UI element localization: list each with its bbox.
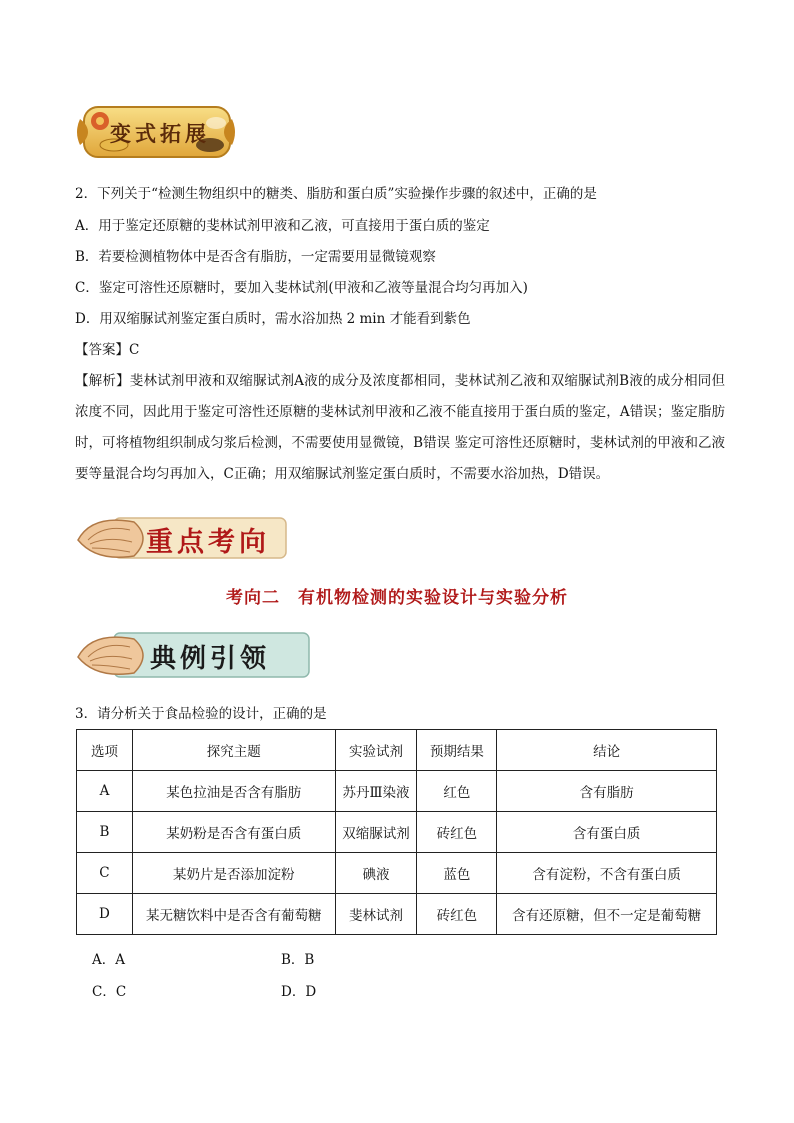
table-cell: 某无糖饮料中是否含有葡萄糖 (132, 894, 335, 935)
q3-choice-c: C．C (92, 984, 127, 1000)
food-test-table (76, 729, 717, 935)
table-cell: 含有脂肪 (497, 771, 717, 812)
q3-choice-b: B．B (281, 952, 315, 968)
table-cell: A (77, 771, 133, 812)
q2-option-b: B．若要检测植物体中是否含有脂肪，一定需要用显微镜观察 (75, 249, 436, 265)
table-header-cell: 结论 (497, 730, 717, 771)
table-cell: 蓝色 (417, 853, 497, 894)
table-cell: D (77, 894, 133, 935)
table-row (77, 812, 717, 853)
badge-key-direction (74, 510, 289, 565)
table-cell: 砖红色 (417, 812, 497, 853)
table-row (77, 853, 717, 894)
table-cell: 砖红色 (417, 894, 497, 935)
table-cell: 含有还原糖，但不一定是葡萄糖 (497, 894, 717, 935)
table-header-row (77, 730, 717, 771)
q2-analysis: 【解析】斐林试剂甲液和双缩脲试剂A液的成分及浓度都相同，斐林试剂乙液和双缩脲试剂B液的成分相同但浓度不同，因此用于鉴定可溶性还原糖的斐林试剂甲液和乙液不能直接用于蛋白质的鉴定，A错误；鉴定脂肪时，可将植物组织制成匀浆后检测，不需要使用显微镜，B错误 鉴定可溶性还原糖时，斐林试剂的甲液和乙液要等量混合均匀再加入，C正确；用双缩脲试剂鉴定蛋白质时，不需要水浴加热，D错误。 (75, 373, 725, 482)
table-cell: 含有淀粉，不含有蛋白质 (497, 853, 717, 894)
q2-option-a: A．用于鉴定还原糖的斐林试剂甲液和乙液，可直接用于蛋白质的鉴定 (75, 218, 490, 234)
table-cell: 苏丹Ⅲ染液 (335, 771, 417, 812)
q2-option-c: C．鉴定可溶性还原糖时，要加入斐林试剂(甲液和乙液等量混合均匀再加入) (75, 280, 528, 296)
badge-example (74, 625, 312, 685)
table-cell: 碘液 (335, 853, 417, 894)
table-cell: 某奶粉是否含有蛋白质 (132, 812, 335, 853)
q3-choice-a: A．A (92, 952, 125, 968)
badge-variation-text: 变式拓展 (110, 121, 210, 146)
table-cell: 斐林试剂 (335, 894, 417, 935)
q2-answer: 【答案】C (75, 342, 140, 358)
badge-variation (74, 99, 238, 165)
table-cell: B (77, 812, 133, 853)
badge-example-text: 典例引领 (150, 644, 271, 674)
table-cell: 红色 (417, 771, 497, 812)
table-cell: 某奶片是否添加淀粉 (132, 853, 335, 894)
q2-option-d: D．用双缩脲试剂鉴定蛋白质时，需水浴加热 2 min 才能看到紫色 (75, 311, 471, 327)
table-cell: C (77, 853, 133, 894)
q2-stem: 2．下列关于“检测生物组织中的糖类、脂肪和蛋白质”实验操作步骤的叙述中，正确的是 (75, 186, 597, 202)
section-title: 考向二 有机物检测的实验设计与实验分析 (226, 588, 568, 608)
q3-stem: 3．请分析关于食品检验的设计，正确的是 (75, 706, 327, 722)
table-cell: 双缩脲试剂 (335, 812, 417, 853)
table-header-cell: 预期结果 (417, 730, 497, 771)
badge-key-direction-text: 重点考向 (146, 527, 270, 558)
table-row (77, 894, 717, 935)
q3-choice-d: D．D (281, 984, 317, 1000)
table-cell: 某色拉油是否含有脂肪 (132, 771, 335, 812)
table-row (77, 771, 717, 812)
table-header-cell: 探究主题 (132, 730, 335, 771)
table-cell: 含有蛋白质 (497, 812, 717, 853)
table-header-cell: 选项 (77, 730, 133, 771)
table-header-cell: 实验试剂 (335, 730, 417, 771)
